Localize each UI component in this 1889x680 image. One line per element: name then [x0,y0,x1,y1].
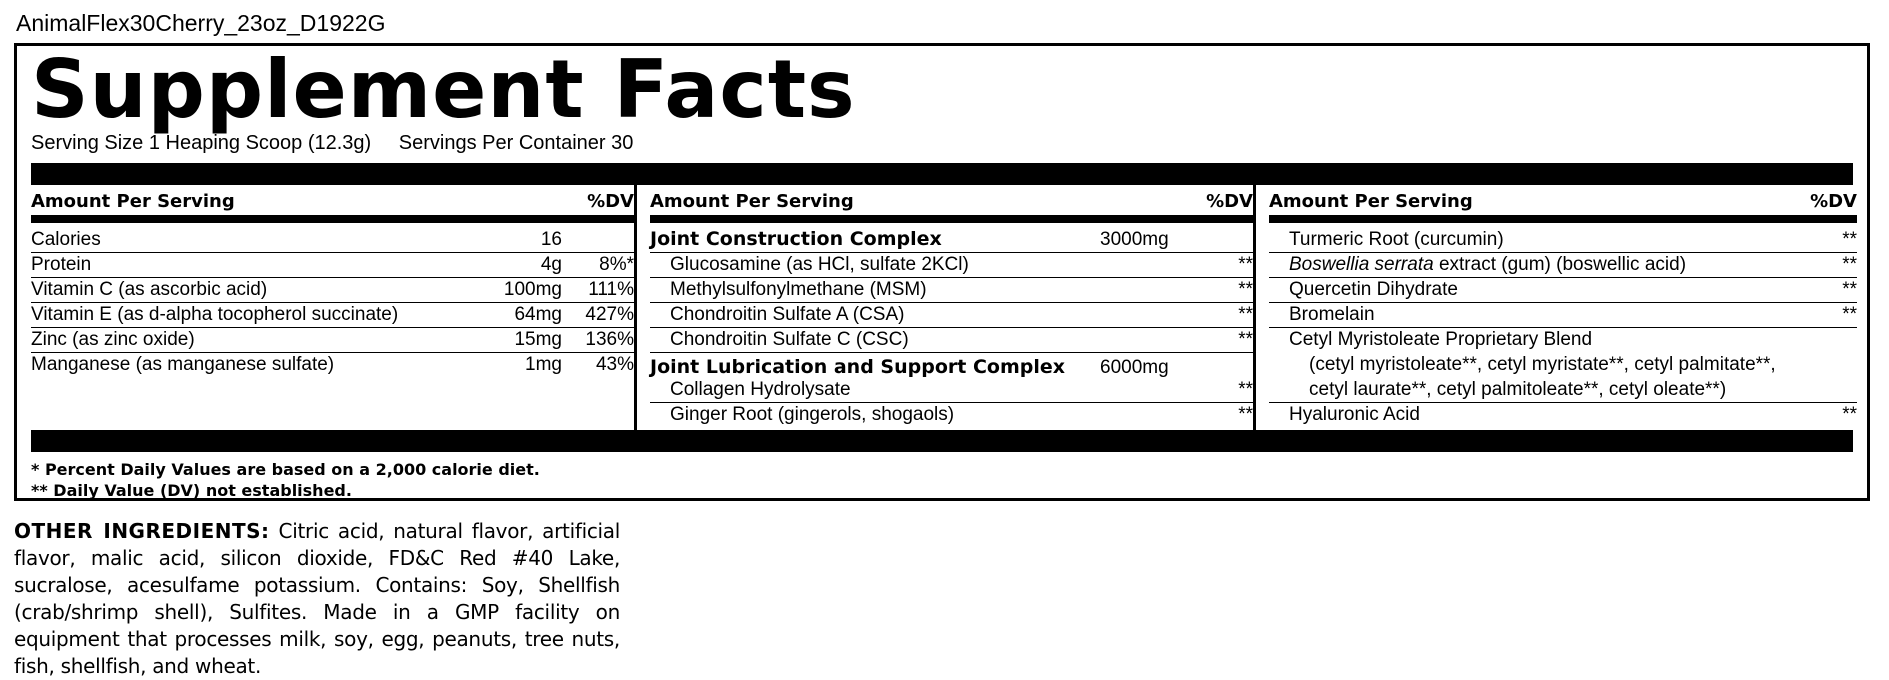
header-divider-bar [1269,215,1857,223]
nutrient-row [31,327,634,353]
nutrient-column-1 [31,185,634,433]
ingredient-name: Collagen Hydrolysate [670,379,851,400]
ingredient-name: Chondroitin Sulfate C (CSC) [670,329,909,350]
ingredient-row [1269,302,1857,328]
ingredient-row [650,277,1253,303]
ingredient-name [1289,252,1686,277]
ingredient-dv: ** [1238,329,1253,350]
ingredient-row [650,402,1253,427]
nutrient-column-2 [650,185,1253,433]
column-divider [1253,185,1256,433]
blend-detail-line [1269,352,1857,377]
nutrient-row [31,252,634,278]
bottom-divider-bar [31,430,1853,452]
ingredient-row [650,377,1253,403]
ingredient-row [1269,227,1857,253]
ingredient-name-rest: extract (gum) (boswellic acid) [1433,254,1687,275]
ingredient-dv: ** [1238,254,1253,275]
footnote-dv: * Percent Daily Values are based on a 2,000 calorie diet. [31,460,540,479]
ingredient-name: Hyaluronic Acid [1289,404,1420,425]
ingredient-name: Chondroitin Sulfate A (CSA) [670,304,905,325]
ingredient-row [1269,252,1857,278]
nutrient-name: Calories [31,229,101,250]
dv-label: %DV [587,191,634,212]
nutrient-name: Vitamin E (as d-alpha tocopherol succinate) [31,304,399,325]
nutrient-row [31,302,634,328]
ingredient-dv: ** [1238,304,1253,325]
column-divider [634,185,637,433]
nutrient-amount: 16 [540,229,562,250]
ingredient-row [1269,402,1857,427]
ingredient-row [650,327,1253,353]
complex-heading-row [650,227,1253,253]
ingredient-name: Quercetin Dihydrate [1289,279,1458,300]
other-ingredients [14,518,620,680]
amount-per-serving-label: Amount Per Serving [650,191,854,212]
nutrient-row [31,227,634,253]
panel-title: Supplement Facts [31,43,856,136]
blend-detail: cetyl laurate**, cetyl palmitoleate**, cetyl oleate**) [1309,379,1727,400]
column-header [650,191,1253,213]
ingredient-name: Ginger Root (gingerols, shogaols) [670,404,955,425]
ingredient-name: Bromelain [1289,304,1375,325]
complex-name: Joint Lubrication and Support Complex [650,356,1065,378]
blend-row [1269,327,1857,352]
blend-detail-line [1269,377,1857,403]
column-header [1269,191,1857,213]
ingredient-name: Turmeric Root (curcumin) [1289,229,1504,250]
nutrient-name: Zinc (as zinc oxide) [31,329,195,350]
header-divider-bar [650,215,1253,223]
nutrient-amount: 100mg [503,279,562,300]
ingredient-dv: ** [1238,379,1253,400]
ingredient-row [650,302,1253,328]
ingredient-name: Glucosamine (as HCl, sulfate 2KCl) [670,254,969,275]
ingredient-row [1269,277,1857,303]
nutrient-row [31,352,634,377]
header-divider-bar [31,215,634,223]
footnote-not-established: ** Daily Value (DV) not established. [31,481,352,500]
complex-name: Joint Construction Complex [650,228,942,250]
column-header [31,191,634,213]
serving-size: Serving Size 1 Heaping Scoop (12.3g) [31,132,372,154]
ingredient-dv: ** [1842,404,1857,425]
ingredient-row [650,252,1253,278]
dv-label: %DV [1810,191,1857,212]
nutrient-dv: 427% [585,304,634,325]
blend-name: Cetyl Myristoleate Proprietary Blend [1289,329,1593,350]
ingredient-dv: ** [1842,229,1857,250]
ingredient-name-italic: Boswellia serrata [1289,254,1434,275]
nutrient-name: Manganese (as manganese sulfate) [31,354,335,375]
other-ingredients-text: Citric acid, natural flavor, artificial flavor, malic acid, silicon dioxide, FD&C Red #40 Lake, sucralose, acesulfame potassium. Contains: Soy, Shellfish (crab/shrimp shell), Sulfites. Made in a GMP facility on equipment that processes milk, soy, egg, peanuts, tree nuts, fish, shellfish, and wheat. [14,519,620,678]
nutrient-row [31,277,634,303]
ingredient-dv: ** [1842,254,1857,275]
nutrient-dv: 8%* [599,254,634,275]
file-id: AnimalFlex30Cherry_23oz_D1922G [16,10,386,36]
nutrient-amount: 15mg [514,329,562,350]
supplement-facts-panel [14,43,1870,501]
ingredient-name: Methylsulfonylmethane (MSM) [670,279,927,300]
blend-detail: (cetyl myristoleate**, cetyl myristate**, cetyl palmitate**, [1309,354,1776,375]
ingredient-dv: ** [1238,279,1253,300]
nutrient-amount: 1mg [525,354,562,375]
complex-amount: 6000mg [1100,357,1169,378]
nutrient-name: Protein [31,254,92,275]
nutrient-dv: 136% [585,329,634,350]
top-divider-bar [31,163,1853,185]
nutrient-amount: 4g [540,254,562,275]
ingredient-dv: ** [1238,404,1253,425]
nutrient-column-3 [1269,185,1857,433]
complex-amount: 3000mg [1100,229,1169,250]
other-ingredients-heading: OTHER INGREDIENTS: [14,519,270,543]
nutrient-name: Vitamin C (as ascorbic acid) [31,279,268,300]
nutrient-dv: 43% [595,354,634,375]
dv-label: %DV [1206,191,1253,212]
amount-per-serving-label: Amount Per Serving [1269,191,1473,212]
nutrient-dv: 111% [588,279,634,300]
nutrient-amount: 64mg [514,304,562,325]
amount-per-serving-label: Amount Per Serving [31,191,235,212]
ingredient-dv: ** [1842,279,1857,300]
ingredient-dv: ** [1842,304,1857,325]
serving-info [31,132,655,155]
servings-per-container: Servings Per Container 30 [398,132,634,154]
